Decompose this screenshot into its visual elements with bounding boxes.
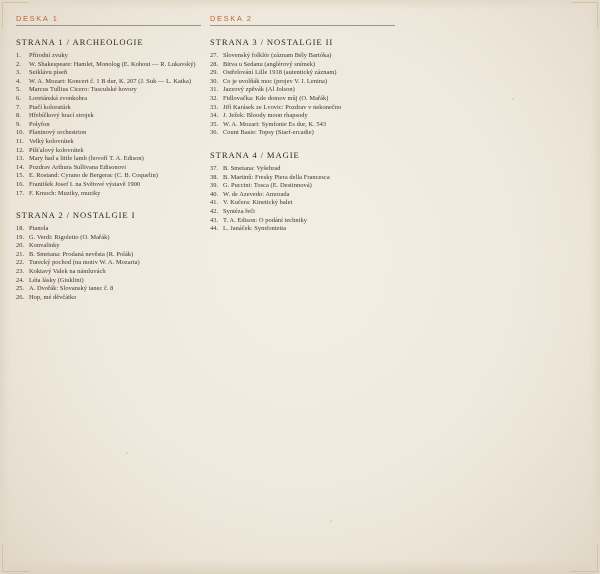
track-title: Ptačí koloratúrk [29, 103, 71, 111]
list-item [210, 174, 395, 183]
track-number: 26. [16, 293, 25, 301]
track-title: Hop, mé děvčátko [29, 293, 77, 301]
track-number: 34. [210, 112, 219, 120]
track-number: 40. [210, 190, 219, 198]
track-number: 37. [210, 164, 219, 172]
track-number: 41. [210, 199, 219, 207]
section-title-side-2: STRANA 2 / NOSTALGIE I [16, 210, 136, 221]
list-item [16, 112, 201, 121]
track-title: Count Basie: Topsy (Starf-ercadie) [223, 129, 314, 137]
track-number: 9. [16, 120, 21, 128]
list-item [210, 208, 395, 217]
track-number: 25. [16, 285, 25, 293]
list-item [210, 69, 395, 78]
track-number: 28. [210, 60, 219, 68]
track-title: Bitva u Sedanu (anglérový snímek) [223, 60, 316, 68]
track-number: 33. [210, 103, 219, 111]
track-number: 1. [16, 52, 21, 59]
track-title: Fidlovačka: Kde domov můj (O. Mařák) [223, 94, 329, 102]
track-number: 39. [210, 182, 219, 190]
list-item [16, 277, 201, 286]
list-item [16, 234, 201, 243]
list-item [16, 129, 201, 138]
track-number: 35. [210, 120, 219, 128]
track-number: 14. [16, 163, 25, 171]
track-title: A. Dvořák: Slovanský tanec č. 8 [29, 285, 114, 293]
list-item [16, 61, 201, 70]
track-number: 3. [16, 69, 21, 77]
paper-speck [330, 520, 332, 522]
list-item [16, 138, 201, 147]
section-title-side-1: STRANA 1 / ARCHEOLOGIE [16, 37, 144, 47]
disc-label-2: DESKA 2 [210, 14, 395, 26]
track-title: Hřebíčkový hrací strojek [29, 112, 94, 120]
list-item [16, 52, 201, 61]
track-title: W. de Azevedo: Amorada [223, 190, 290, 198]
track-title: Léta lásky (Giuklini) [29, 276, 84, 284]
track-number: 8. [16, 112, 21, 120]
list-item [16, 259, 201, 268]
list-item [210, 78, 395, 87]
track-title: W. A. Mozart: Koncert č. 1 B dur, K. 207 (J. Suk — L. Katka) [29, 77, 192, 85]
track-number: 4. [16, 77, 21, 85]
track-title: Koktavý Valek na námluvách [29, 268, 106, 276]
list-item [210, 52, 395, 61]
track-number: 13. [16, 155, 25, 163]
list-item [210, 86, 395, 95]
list-item [210, 129, 395, 138]
tracklist-side-1 [16, 52, 201, 198]
track-title: B. Smetana: Vyšehrad [223, 164, 281, 172]
list-item [16, 147, 201, 156]
track-title: W. Shakespeare: Hamlet, Monolog (E. Kohout — R. Lukavský) [29, 60, 196, 68]
track-number: 44. [210, 225, 219, 233]
tracklist-side-4 [210, 165, 395, 234]
track-title: B. Martinů: Fresky Piera della Francesca [223, 173, 330, 181]
list-item [16, 69, 201, 78]
track-number: 29. [210, 69, 219, 77]
track-title: E. Rostand: Cyrano de Bergerac (C. B. Coquelin) [29, 172, 158, 180]
track-number: 2. [16, 60, 21, 68]
track-title: V. Kučera: Kinetický balet [223, 199, 293, 207]
list-item [210, 112, 395, 121]
track-number: 5. [16, 86, 21, 94]
list-item [16, 251, 201, 260]
track-title: Co je uvolňák moc (projev V. I. Lenina) [223, 77, 328, 85]
track-number: 31. [210, 86, 219, 94]
list-item [16, 285, 201, 294]
list-item [210, 191, 395, 200]
track-number: 32. [210, 94, 219, 102]
list-item [16, 181, 201, 190]
track-title: T. A. Edison: O podání techniky [223, 216, 307, 224]
list-item [210, 104, 395, 113]
list-item [16, 121, 201, 130]
track-title: Seiklávu píseň [29, 69, 68, 77]
list-item [210, 182, 395, 191]
track-number: 36. [210, 129, 219, 137]
list-item [210, 61, 395, 70]
track-title: Jiří Karásek ze Lvovic: Pozdrav v nekonečno [223, 103, 342, 111]
track-title: G. Puccini: Tosca (E. Destinnová) [223, 182, 312, 190]
list-item [16, 225, 201, 234]
track-number: 18. [16, 225, 25, 233]
track-title: Slovenský folklór (záznam Bély Bartóka) [223, 52, 332, 59]
list-item [210, 217, 395, 226]
list-item [210, 225, 395, 234]
list-item [16, 86, 201, 95]
track-title: Přírodní zvuky [29, 52, 68, 59]
list-item [16, 190, 201, 199]
track-number: 38. [210, 173, 219, 181]
track-number: 12. [16, 146, 25, 154]
track-number: 17. [16, 189, 25, 197]
disc-label-1: DESKA 1 [16, 14, 201, 26]
section-title-side-4: STRANA 4 / MAGIE [210, 149, 300, 160]
track-title: František Josef I. na Světové výstavě 1900 [29, 180, 141, 188]
paper-speck [512, 98, 514, 100]
track-number: 19. [16, 233, 25, 241]
track-title: B. Smetana: Prodaná nevěsta (R. Polák) [29, 250, 134, 258]
track-title: W. A. Mozart: Symfonie Es dur, K. 543 [223, 120, 327, 128]
list-item [16, 104, 201, 113]
track-title: Ostřelování Lille 1918 (autentický záznam) [223, 69, 337, 77]
list-item [16, 268, 201, 277]
track-title: G. Verdi: Rigoletto (O. Mařák) [29, 233, 110, 241]
track-number: 42. [210, 207, 219, 215]
track-title: Marcus Tullius Cicero: Tusculské hovory [29, 86, 137, 94]
track-number: 43. [210, 216, 219, 224]
track-number: 10. [16, 129, 25, 137]
track-title: Loretánská zvonkohra [29, 94, 87, 102]
column-disc-2 [210, 14, 395, 234]
tracklist-side-3 [210, 52, 395, 138]
track-number: 11. [16, 137, 24, 145]
list-item [210, 121, 395, 130]
track-title: F. Kmoch: Muziky, muziky [29, 189, 101, 197]
track-title: L. Janáček: Symfonietta [223, 225, 287, 233]
track-number: 22. [16, 259, 25, 267]
list-item [16, 78, 201, 87]
track-number: 23. [16, 268, 25, 276]
track-title: J. Ježek: Bloody moon rhapsody [223, 112, 308, 120]
track-number: 21. [16, 250, 25, 258]
list-item [16, 95, 201, 104]
track-number: 16. [16, 180, 25, 188]
track-number: 20. [16, 242, 25, 250]
list-item [16, 164, 201, 173]
track-title: Píšťalový kolovrátek [29, 146, 84, 154]
track-title: Pianola [29, 225, 49, 233]
column-disc-1 [16, 14, 201, 302]
track-title: Syntéza řeči [223, 207, 256, 215]
list-item [210, 165, 395, 174]
track-title: Velký kolovrátek [29, 137, 74, 145]
tracklist-side-2 [16, 225, 201, 302]
track-title: Turecký pochod (na motiv W. A. Mozarta) [29, 259, 140, 267]
track-number: 15. [16, 172, 25, 180]
list-item [210, 199, 395, 208]
list-item [16, 155, 201, 164]
track-number: 6. [16, 94, 21, 102]
track-number: 30. [210, 77, 219, 85]
track-number: 24. [16, 276, 25, 284]
track-title: Mary had a little lamb (hovoří T. A. Edison) [29, 155, 144, 163]
list-item [210, 95, 395, 104]
list-item [16, 242, 201, 251]
paper-speck [64, 300, 65, 301]
list-item [16, 172, 201, 181]
track-title: Pozdrav Arthura Sullivana Edisonovi [29, 163, 127, 171]
track-title: Polyfon [29, 120, 50, 128]
track-title: Planinový orchestrion [29, 129, 87, 137]
section-title-side-3: STRANA 3 / NOSTALGIE II [210, 37, 334, 47]
track-title: Konvalinky [29, 242, 60, 250]
list-item [16, 294, 201, 303]
track-number: 7. [16, 103, 21, 111]
track-number: 27. [210, 52, 219, 59]
track-title: Jazzový zpěvák (Al Jolson) [223, 86, 295, 94]
paper-speck [126, 452, 128, 454]
